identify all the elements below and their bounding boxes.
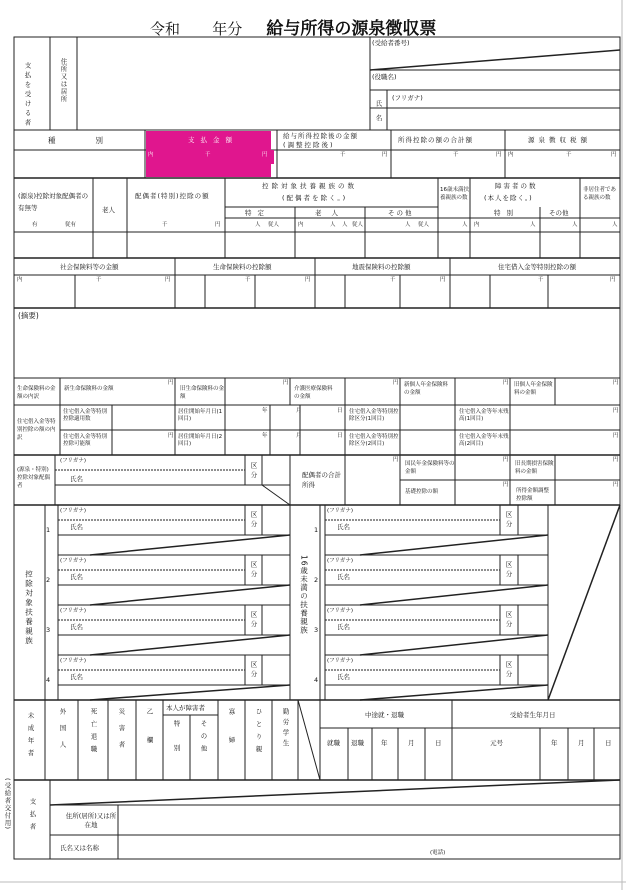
month-birth-label: 月	[578, 739, 585, 747]
unit-thousand: 千	[453, 152, 459, 158]
category-1-label: 住宅借入金等特別控除区分(1回目)	[349, 409, 399, 422]
day-unit: 日	[337, 433, 343, 439]
year-birth-label: 年	[551, 739, 558, 747]
category-label: 区分	[504, 511, 513, 530]
furigana-label: (フリガナ)	[60, 558, 87, 564]
otsu-label: 乙欄	[145, 708, 154, 765]
employed-label: 就職	[327, 739, 340, 747]
unit-yen: 円	[165, 277, 171, 283]
type-label: 種別	[48, 136, 143, 145]
category-label: 区分	[249, 511, 258, 530]
unit-yen: 円	[393, 457, 399, 463]
furigana-label: (フリガナ)	[60, 508, 87, 514]
unit-yen: 円	[613, 380, 619, 386]
name-label: 氏名	[70, 623, 83, 631]
widow-label: 寡婦	[227, 708, 236, 765]
dependent-row-number: 4	[314, 676, 319, 684]
unit-thousand: 千	[340, 152, 346, 158]
era-status-label: 元号	[490, 739, 503, 747]
unit-yen: 円	[382, 152, 388, 158]
other-status-label: その他	[199, 720, 208, 758]
working-student-label: 勤労学生	[281, 708, 290, 750]
furigana-label: (フリガナ)	[327, 508, 354, 514]
single-parent-label: ひとり親	[254, 708, 263, 758]
dependent-row-number: 1	[46, 526, 51, 534]
new-pension-label: 新個人年金保険料の金額	[404, 382, 449, 396]
payer-address-label: 住所(居所)又は所在地	[65, 812, 117, 829]
unit-yen: 円	[496, 152, 502, 158]
spouse-label: (源泉)控除対象配偶者の有無等	[18, 192, 89, 212]
category-label: 区分	[249, 561, 258, 580]
unit-thousand: 千	[566, 152, 572, 158]
old-life-label: 旧生命保険料の金額	[180, 386, 225, 400]
housing-loan-label: 住宅借入金等特別控除の額	[498, 263, 576, 271]
inner-label: 内	[17, 277, 23, 283]
dependent-row-number: 1	[314, 526, 319, 534]
old-pension-label: 旧個人年金保険料の金額	[514, 382, 553, 396]
unit-thousand: 千	[162, 222, 168, 228]
month-unit: 月	[296, 433, 302, 439]
unit-yen: 円	[168, 380, 174, 386]
payment-amount-highlight-tab	[268, 150, 274, 164]
phone-label: (電話)	[430, 850, 446, 856]
death-retired-label: 死亡退職	[89, 708, 98, 758]
unit-yen: 円	[613, 457, 619, 463]
person-unit: 人	[530, 222, 536, 228]
under16-section-label: 16歳未満の扶養親族	[299, 555, 309, 635]
dependent-row-number: 2	[46, 576, 51, 584]
other2-label: その他	[549, 209, 569, 217]
unit-thousand: 千	[390, 277, 396, 283]
life-insurance-label: 生命保険料の控除額	[213, 263, 272, 271]
move-in-date-1-label: 居住開始年月日(1回目)	[178, 409, 223, 422]
after-deduction-label: 給与所得控除後の金額	[283, 132, 358, 140]
inner-label: 内	[508, 152, 514, 158]
subordinate-label: 従人	[418, 222, 430, 228]
old-person-label: 老人	[102, 206, 115, 214]
foreigner-label: 外国人	[58, 708, 67, 758]
unit-yen: 円	[610, 277, 616, 283]
specific-label: 特定	[245, 209, 270, 217]
name-label: 氏名	[337, 673, 350, 681]
category-label: 区分	[504, 661, 513, 680]
move-in-date-2-label: 居住開始年月日(2回目)	[178, 434, 223, 447]
retired-status-label: 退職	[351, 739, 364, 747]
housing-breakdown-label: 住宅借入金等特別控除の額の内訳	[17, 419, 56, 441]
unit-yen: 円	[613, 482, 619, 488]
applicable-count-label: 住宅借入金等特別控除適用数	[63, 409, 108, 422]
under16-label: 16歳未満扶養親族の数	[440, 187, 469, 201]
person-unit: 人	[255, 222, 261, 228]
dependent-row-number: 3	[314, 626, 319, 634]
furigana-label: (フリガナ)	[60, 658, 87, 664]
category-2-label: 住宅借入金等特別控除区分(2回目)	[349, 434, 399, 447]
unit-yen: 円	[503, 482, 509, 488]
life-breakdown-label: 生命保険料の金額の内訳	[17, 386, 56, 400]
dependents-sub: (配偶者を除く。)	[282, 194, 348, 202]
retired-label: 従有	[65, 222, 77, 228]
unit-yen: 円	[613, 408, 619, 414]
payment-recipient-label: 支払を受ける者	[23, 62, 32, 129]
furigana-label: (フリガナ)	[392, 94, 423, 102]
person-unit: 人	[612, 222, 618, 228]
name-label: 氏名	[70, 475, 83, 483]
special-status-label: 特別	[172, 720, 181, 769]
category-label: 区分	[504, 611, 513, 630]
inner-label: 内	[148, 152, 154, 158]
spouse-income-label: 配偶者の合計所得	[302, 471, 341, 489]
spouse-special-label: 配偶者(特別)控除の額	[135, 192, 210, 200]
withholding-label: 源泉徴収税額	[528, 136, 591, 144]
dependent-row-number: 2	[314, 576, 319, 584]
address-label: 住所又は居所	[59, 58, 68, 103]
unit-thousand: 千	[205, 152, 211, 158]
special-label: 特別	[494, 209, 519, 217]
unit-yen: 円	[262, 152, 268, 158]
disabled-sub: (本人を除く。)	[484, 194, 533, 202]
category-label: 区分	[504, 561, 513, 580]
month-unit: 月	[296, 408, 302, 414]
unit-thousand: 千	[245, 277, 251, 283]
spouse-detail-label: (源泉・特別)控除対象配偶者	[17, 467, 51, 489]
unit-yen: 円	[440, 277, 446, 283]
day-birth-label: 日	[605, 739, 612, 747]
unit-yen: 円	[613, 433, 619, 439]
social-insurance-label: 社会保険料等の金額	[60, 263, 119, 271]
after-deduction-sub: (調整控除後)	[283, 141, 335, 149]
unit-yen: 円	[393, 380, 399, 386]
name-label: 氏名	[337, 523, 350, 531]
payment-amount-label: 支払金額	[188, 136, 238, 144]
name-label: 氏名	[374, 100, 383, 129]
furigana-label: (フリガナ)	[327, 558, 354, 564]
unit-thousand: 千	[96, 277, 102, 283]
unit-yen: 円	[503, 457, 509, 463]
category-label: 区分	[249, 462, 258, 481]
self-disabled-label: 本人が障害者	[166, 704, 205, 712]
elderly-label: 老人	[315, 209, 348, 217]
unit-yen: 円	[305, 277, 311, 283]
person-unit: 人	[405, 222, 411, 228]
unit-yen: 円	[503, 380, 509, 386]
deduction-total-label: 所得控除の額の合計額	[398, 136, 473, 144]
name-label: 氏名	[70, 573, 83, 581]
category-label: 区分	[249, 611, 258, 630]
person-unit: 人	[330, 222, 336, 228]
unit-yen: 円	[168, 433, 174, 439]
furigana-label: (フリガナ)	[327, 658, 354, 664]
payer-label: 支払者	[28, 798, 37, 836]
balance-2-label: 住宅借入金等年末残高(2回目)	[459, 434, 509, 447]
balance-1-label: 住宅借入金等年末残高(1回目)	[459, 409, 509, 422]
subordinate-label: 従人	[268, 222, 280, 228]
person-unit: 人	[462, 222, 468, 228]
disabled-label: 障害者の数	[495, 182, 538, 190]
possible-amount-label: 住宅借入金等特別控除可能額	[63, 434, 108, 447]
page-title	[150, 14, 436, 39]
year-unit: 年	[262, 433, 268, 439]
dependents-section-label: 控除対象扶養親族	[24, 570, 34, 646]
national-pension-label: 国民年金保険料等の金額	[405, 461, 455, 475]
name-label: 氏名	[70, 673, 83, 681]
era-label: 令和	[150, 20, 181, 38]
other-label: その他	[388, 209, 414, 217]
new-life-label: 新生命保険料の金額	[64, 386, 114, 392]
nonresident-label: 非居住者である親族の数	[583, 187, 617, 201]
furigana-label: (フリガナ)	[327, 608, 354, 614]
position-label: (役職名)	[372, 73, 397, 81]
inner-label: 内	[298, 222, 304, 228]
unit-yen: 円	[215, 222, 221, 228]
name-label: 氏名	[337, 623, 350, 631]
day-status-label: 日	[435, 739, 442, 747]
form-title: 給与所得の源泉徴収票	[266, 19, 437, 39]
name-label: 氏名	[70, 523, 83, 531]
unit-yen: 円	[283, 380, 289, 386]
category-label: 区分	[249, 661, 258, 680]
person-unit: 人	[342, 222, 348, 228]
old-long-term-label: 旧長期損害保険料の金額	[515, 461, 554, 475]
care-medical-label: 介護医療保険料の金額	[294, 386, 333, 400]
day-unit: 日	[337, 408, 343, 414]
remarks-label: (摘要)	[18, 311, 39, 320]
minor-label: 未成年者	[26, 712, 35, 762]
unit-yen: 円	[611, 152, 617, 158]
furigana-label: (フリガナ)	[60, 608, 87, 614]
income-adjustment-label: 所得金額調整控除額	[516, 488, 550, 502]
yes-label: 有	[32, 222, 38, 228]
month-status-label: 月	[408, 739, 415, 747]
birthdate-label: 受給者生年月日	[510, 711, 556, 719]
dependent-row-number: 3	[46, 626, 51, 634]
year-label: 年分	[212, 20, 243, 38]
name-label: 氏名	[337, 573, 350, 581]
recipient-copy-label: (受給者交付用)	[3, 778, 12, 831]
recipient-number-label: (受給者番号)	[372, 39, 410, 47]
year-status-label: 年	[381, 739, 388, 747]
payer-name-label: 氏名又は名称	[60, 844, 99, 852]
basic-deduction-label: 基礎控除の額	[405, 489, 439, 495]
dependents-label: 控除対象扶養親族の数	[262, 182, 357, 190]
disaster-label: 災害者	[117, 708, 126, 758]
subordinate-label: 従人	[352, 222, 364, 228]
year-unit: 年	[262, 408, 268, 414]
person-unit: 人	[572, 222, 578, 228]
inner-label: 内	[474, 222, 480, 228]
mid-year-label: 中途就・退職	[365, 711, 404, 719]
earthquake-label: 地震保険料の控除額	[352, 263, 411, 271]
furigana-label: (フリガナ)	[60, 458, 87, 464]
dependent-row-number: 4	[46, 676, 51, 684]
unit-thousand: 千	[538, 277, 544, 283]
